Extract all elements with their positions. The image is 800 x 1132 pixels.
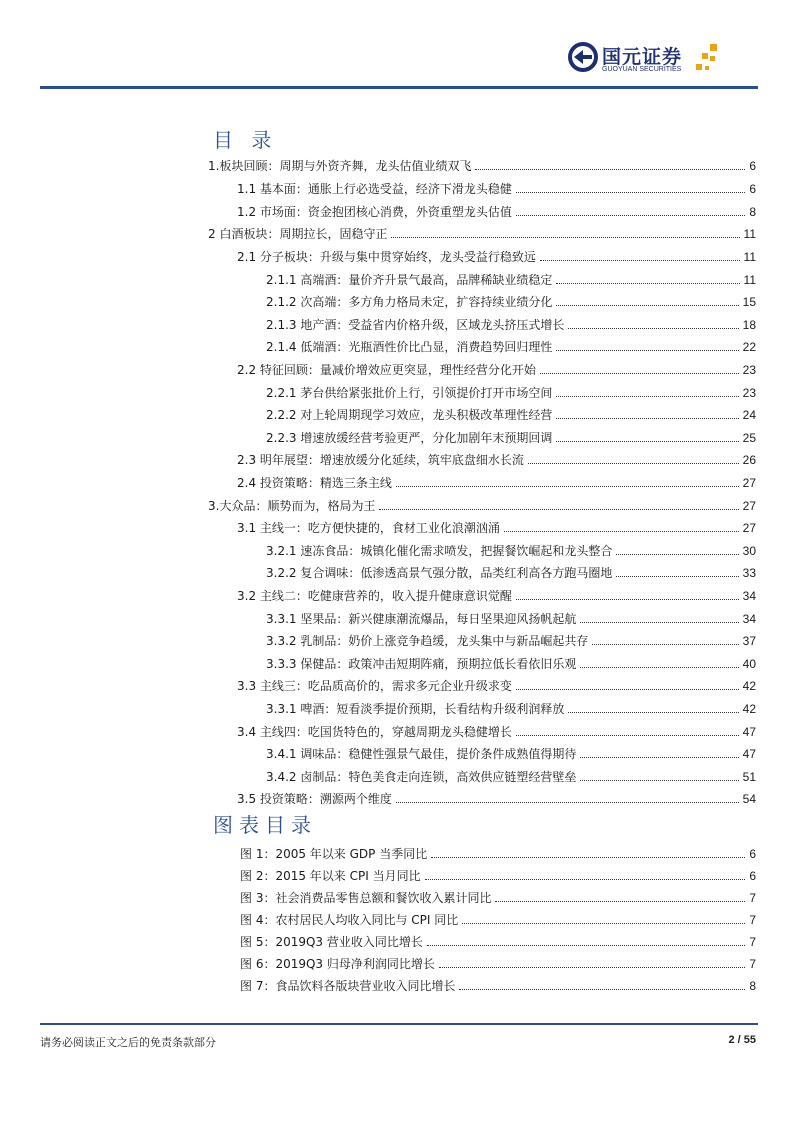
toc-entry-page: 22 [742, 340, 756, 354]
toc-entry-page: 27 [742, 476, 756, 490]
toc-entry-label: 2.1.1 高端酒：量价齐升景气最高，品牌稀缺业绩稳定 [266, 273, 553, 287]
figure-entry-page: 7 [749, 913, 756, 927]
toc-entry-2-1-1[interactable] [266, 268, 756, 288]
toc-entry-2-2-2[interactable] [266, 403, 756, 423]
toc-entry-page: 24 [742, 408, 756, 422]
brand-name-en: GUOYUAN SECURITIES [602, 66, 682, 73]
toc-leader-dots [439, 967, 745, 968]
toc-leader-dots [616, 576, 738, 577]
toc-entry-label: 2 白酒板块：周期拉长，固稳守正 [208, 227, 388, 241]
toc-entry-label: 1.1 基本面：通胀上行必选受益，经济下滑龙头稳健 [237, 182, 512, 196]
toc-entry-label: 3.1 主线一：吃方便快捷的，食材工业化浪潮汹涌 [237, 521, 500, 535]
toc-entry-page: 37 [742, 634, 756, 648]
toc-entry-3[interactable] [208, 494, 756, 514]
figure-entry-1[interactable] [240, 842, 756, 862]
toc-entry-label: 3.3.3 保健品：政策冲击短期阵痛，预期拉低长看依旧乐观 [266, 657, 577, 671]
toc-entry-label: 3.3.1 啤酒：短看淡季提价预期，长看结构升级利润释放 [266, 702, 565, 716]
toc-entry-page: 26 [742, 453, 756, 467]
toc-leader-dots [592, 644, 738, 645]
toc-leader-dots [427, 945, 745, 946]
toc-leader-dots [495, 901, 745, 902]
figure-entry-page: 6 [749, 869, 756, 883]
toc-entry-page: 34 [742, 612, 756, 626]
toc-leader-dots [616, 554, 738, 555]
toc-leader-dots [516, 192, 745, 193]
toc-entry-2-2-3[interactable] [266, 426, 756, 446]
toc-entry-label: 1.板块回顾：周期与外资齐舞，龙头估值业绩双飞 [208, 159, 472, 173]
toc-entry-page: 6 [749, 159, 756, 173]
toc-leader-dots [556, 396, 738, 397]
toc-entry-page: 30 [742, 544, 756, 558]
toc-entry-label: 3.2.2 复合调味：低渗透高景气强分散，品类红利高各方跑马圈地 [266, 566, 613, 580]
toc-entry-label: 3.5 投资策略：溯源两个维度 [237, 792, 392, 806]
toc-entry-2-3[interactable] [237, 448, 756, 468]
figure-entry-page: 6 [749, 847, 756, 861]
toc-entry-page: 11 [743, 273, 756, 287]
toc-entry-label: 3.大众品：顺势而为，格局为王 [208, 499, 376, 513]
toc-entry-page: 11 [743, 250, 756, 264]
toc-entry-2[interactable] [208, 222, 756, 242]
toc-entry-1-2[interactable] [237, 200, 756, 220]
toc-leader-dots [580, 667, 738, 668]
toc-entry-label: 3.2 主线二：吃健康营养的，收入提升健康意识觉醒 [237, 589, 512, 603]
toc-entry-3-2-1[interactable] [266, 539, 756, 559]
company-logo [568, 40, 748, 80]
toc-leader-dots [580, 622, 738, 623]
toc-entry-page: 33 [742, 566, 756, 580]
toc-entry-label: 3.3.2 乳制品：奶价上涨竞争趋缓，龙头集中与新品崛起共存 [266, 634, 589, 648]
toc-entry-label: 2.2 特征回顾：量减价增效应更突显，理性经营分化开始 [237, 363, 536, 377]
toc-entry-3-4[interactable] [237, 720, 756, 740]
toc-leader-dots [459, 989, 745, 990]
toc-entry-label: 3.4.1 调味品：稳健性强景气最佳，提价条件成熟值得期待 [266, 747, 577, 761]
toc-entry-2-1[interactable] [237, 245, 756, 265]
toc-entry-label: 2.4 投资策略：精选三条主线 [237, 476, 392, 490]
toc-entry-page: 27 [742, 521, 756, 535]
figure-entry-page: 7 [749, 935, 756, 949]
toc-leader-dots [504, 531, 739, 532]
toc-entry-label: 2.1 分子板块：升级与集中贯穿始终，龙头受益行稳致远 [237, 250, 536, 264]
toc-entry-label: 1.2 市场面：资金抱团核心消费，外资重塑龙头估值 [237, 205, 512, 219]
footer-divider [40, 1023, 758, 1025]
toc-leader-dots [556, 418, 738, 419]
figure-entry-2[interactable] [240, 864, 756, 884]
toc-leader-dots [425, 879, 746, 880]
toc-entry-2-2-1[interactable] [266, 381, 756, 401]
figure-entry-label: 图 6：2019Q3 归母净利润同比增长 [240, 957, 435, 971]
figure-entry-page: 8 [749, 979, 756, 993]
toc-entry-page: 54 [742, 792, 756, 806]
toc-leader-dots [396, 486, 739, 487]
toc-entry-3-3-2[interactable] [266, 629, 756, 649]
header-divider [40, 86, 758, 89]
figure-entry-label: 图 5：2019Q3 营业收入同比增长 [240, 935, 423, 949]
toc-title: 目 录 [213, 128, 278, 152]
toc-leader-dots [540, 373, 739, 374]
toc-leader-dots [431, 857, 745, 858]
toc-entry-label: 3.2.1 速冻食品：城镇化催化需求喷发，把握餐饮崛起和龙头整合 [266, 544, 613, 558]
toc-entry-label: 2.1.4 低端酒：光瓶酒性价比凸显，消费趋势回归理性 [266, 340, 553, 354]
toc-entry-label: 3.3.1 坚果品：新兴健康潮流爆品，每日坚果迎风扬帆起航 [266, 612, 577, 626]
figure-entry-4[interactable] [240, 908, 756, 928]
figure-entry-label: 图 1：2005 年以来 GDP 当季同比 [240, 847, 428, 861]
toc-entry-page: 34 [742, 589, 756, 603]
toc-entry-page: 11 [743, 227, 756, 241]
toc-entry-2-2[interactable] [237, 358, 756, 378]
figure-entry-page: 7 [749, 957, 756, 971]
figure-entry-label: 图 4：农村居民人均收入同比与 CPI 同比 [240, 913, 459, 927]
brand-name-cn: 国元证券 [602, 46, 683, 68]
toc-entry-3-3-3[interactable] [266, 652, 756, 672]
toc-leader-dots [556, 283, 739, 284]
figure-entry-7[interactable] [240, 974, 756, 994]
toc-entry-page: 23 [742, 386, 756, 400]
figure-entry-3[interactable] [240, 886, 756, 906]
toc-leader-dots [556, 305, 738, 306]
toc-entry-page: 23 [742, 363, 756, 377]
toc-leader-dots [528, 463, 739, 464]
toc-entry-2-1-4[interactable] [266, 335, 756, 355]
toc-entry-page: 47 [742, 725, 756, 739]
toc-entry-page: 40 [742, 657, 756, 671]
toc-leader-dots [516, 689, 739, 690]
toc-leader-dots [568, 712, 738, 713]
toc-entry-label: 2.2.1 茅台供给紧张批价上行，引领提价打开市场空间 [266, 386, 553, 400]
toc-entry-3-2[interactable] [237, 584, 756, 604]
toc-entry-label: 3.4.2 卤制品：特色美食走向连锁，高效供应链塑经营壁垒 [266, 770, 577, 784]
disclaimer-text: 请务必阅读正文之后的免责条款部分 [40, 1036, 216, 1049]
guoyuan-logo-icon [568, 42, 598, 72]
toc-leader-dots [556, 441, 738, 442]
decorative-squares-icon [696, 44, 720, 74]
toc-leader-dots [516, 735, 739, 736]
page-number: 2 / 55 [728, 1034, 756, 1046]
toc-entry-page: 51 [742, 770, 756, 784]
toc-leader-dots [580, 780, 738, 781]
toc-entry-page: 15 [742, 295, 756, 309]
figure-entry-page: 7 [749, 891, 756, 905]
toc-entry-2-4[interactable] [237, 471, 756, 491]
toc-entry-3-2-2[interactable] [266, 561, 756, 581]
toc-entry-page: 8 [749, 205, 756, 219]
toc-leader-dots [396, 802, 739, 803]
toc-entry-label: 2.2.2 对上轮周期现学习效应，龙头积极改革理性经营 [266, 408, 553, 422]
toc-entry-3-3[interactable] [237, 674, 756, 694]
toc-entry-3-3-1b[interactable] [266, 697, 756, 717]
toc-leader-dots [540, 260, 740, 261]
toc-entry-page: 42 [742, 679, 756, 693]
toc-entry-label: 3.3 主线三：吃品质高价的，需求多元企业升级求变 [237, 679, 512, 693]
toc-entry-label: 2.1.3 地产酒：受益省内价格升级，区域龙头挤压式增长 [266, 318, 565, 332]
toc-entry-1-1[interactable] [237, 177, 756, 197]
toc-entry-label: 2.3 明年展望：增速放缓分化延续，筑牢底盘细水长流 [237, 453, 524, 467]
toc-entry-page: 18 [742, 318, 756, 332]
toc-entry-3-5[interactable] [237, 787, 756, 807]
toc-leader-dots [462, 923, 745, 924]
figure-entry-6[interactable] [240, 952, 756, 972]
toc-entry-label: 2.2.3 增速放缓经营考验更严，分化加剧年末预期回调 [266, 431, 553, 445]
figure-entry-5[interactable] [240, 930, 756, 950]
toc-entry-3-3-1[interactable] [266, 607, 756, 627]
toc-entry-page: 47 [742, 747, 756, 761]
toc-entry-label: 3.4 主线四：吃国货特色的，穿越周期龙头稳健增长 [237, 725, 512, 739]
toc-leader-dots [379, 509, 738, 510]
figure-entry-label: 图 2：2015 年以来 CPI 当月同比 [240, 869, 421, 883]
toc-entry-3-4-1[interactable] [266, 742, 756, 762]
toc-entry-1[interactable] [208, 154, 756, 174]
toc-entry-page: 42 [742, 702, 756, 716]
figure-entry-label: 图 7：食品饮料各版块营业收入同比增长 [240, 979, 456, 993]
toc-leader-dots [516, 215, 745, 216]
toc-entry-page: 27 [742, 499, 756, 513]
toc-leader-dots [568, 328, 738, 329]
toc-entry-page: 6 [749, 182, 756, 196]
toc-entry-3-1[interactable] [237, 516, 756, 536]
toc-entry-2-1-2[interactable] [266, 290, 756, 310]
toc-entry-3-4-2[interactable] [266, 765, 756, 785]
toc-leader-dots [580, 757, 738, 758]
toc-entry-page: 25 [742, 431, 756, 445]
figure-entry-label: 图 3：社会消费品零售总额和餐饮收入累计同比 [240, 891, 492, 905]
toc-leader-dots [391, 237, 739, 238]
toc-entry-2-1-3[interactable] [266, 313, 756, 333]
toc-leader-dots [475, 169, 745, 170]
toc-entry-label: 2.1.2 次高端：多方角力格局未定，扩容持续业绩分化 [266, 295, 553, 309]
toc-leader-dots [556, 350, 738, 351]
figures-title: 图表目录 [213, 813, 317, 837]
toc-leader-dots [516, 599, 739, 600]
